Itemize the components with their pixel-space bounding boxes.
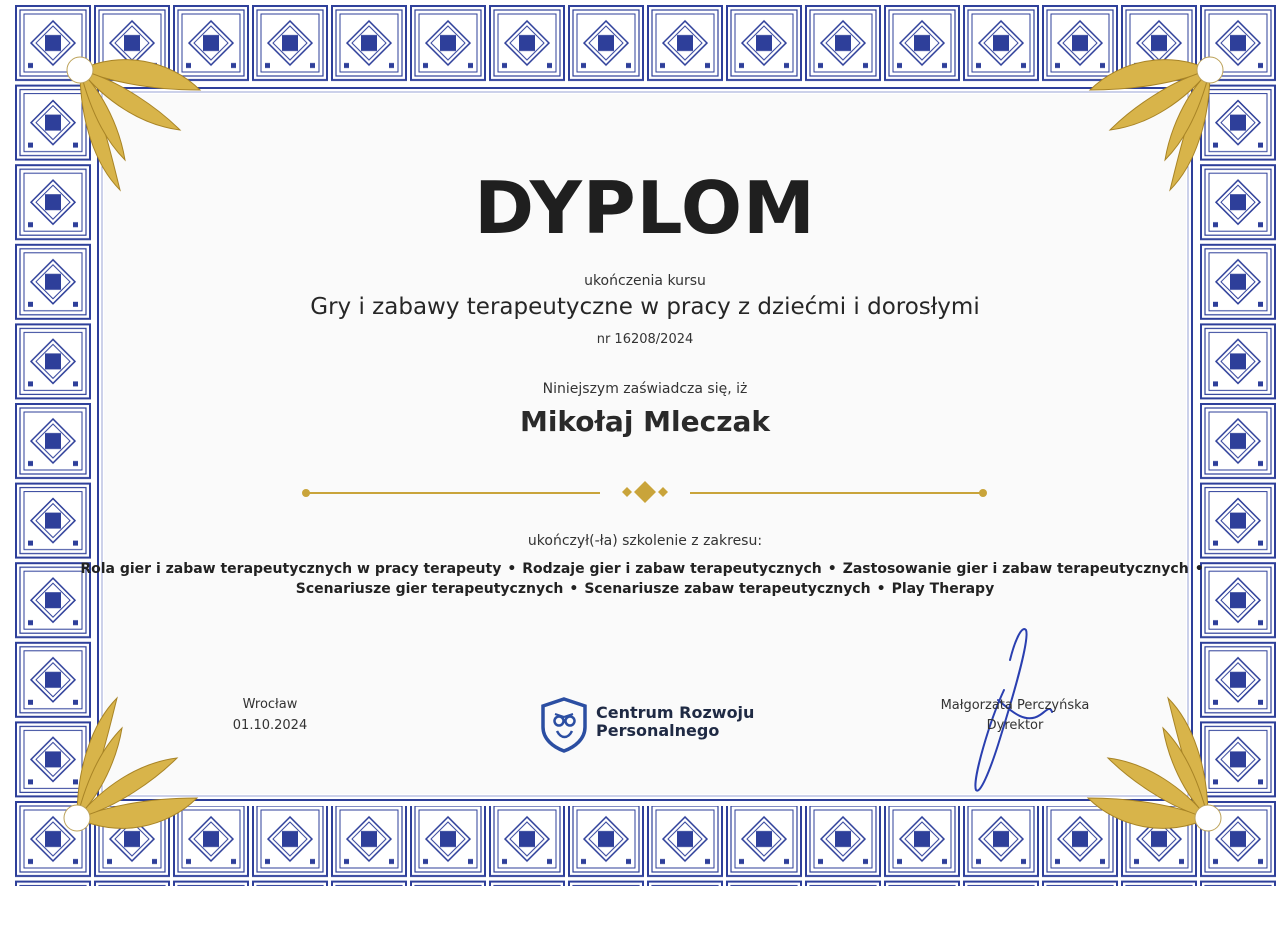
organization-name (596, 704, 754, 740)
topic-item: Rodzaje gier i zabaw terapeutycznych (522, 561, 822, 577)
topic-separator: • (1194, 561, 1204, 577)
scope-intro: ukończył(-ła) szkolenie z zakresu: (527, 533, 763, 549)
course-name: Gry i zabawy terapeutyczne w pracy z dziećmi i dorosłymi (310, 294, 980, 320)
topics-line-1 (0, 561, 1280, 577)
topic-item: Play Therapy (891, 581, 995, 597)
organization-name-line2: Personalnego (596, 721, 720, 740)
topic-item: Zastosowanie gier i zabaw terapeutycznych (842, 561, 1189, 577)
topic-separator: • (827, 561, 837, 577)
topic-separator: • (507, 561, 517, 577)
place: Wrocław (242, 697, 298, 712)
certify-text: Niniejszym zaświadcza się, iż (542, 381, 748, 397)
topic-item: Rola gier i zabaw terapeutycznych w pracy terapeuty (80, 561, 502, 577)
topic-separator: • (876, 581, 886, 597)
topic-item: Scenariusze gier terapeutycznych (295, 581, 564, 597)
document-title: DYPLOM (474, 166, 816, 250)
diploma-number: nr 16208/2024 (596, 332, 694, 347)
topics-line-2 (0, 581, 1280, 597)
document-subtitle: ukończenia kursu (584, 273, 706, 289)
issue-date: 01.10.2024 (232, 718, 308, 733)
organization-name-line1: Centrum Rozwoju (596, 703, 755, 722)
topic-separator: • (569, 581, 579, 597)
signer-name: Małgorzata Perczyńska (940, 698, 1090, 713)
signer-role: Dyrektor (986, 718, 1044, 733)
topic-item: Scenariusze zabaw terapeutycznych (584, 581, 871, 597)
recipient-name: Mikołaj Mleczak (519, 405, 771, 438)
